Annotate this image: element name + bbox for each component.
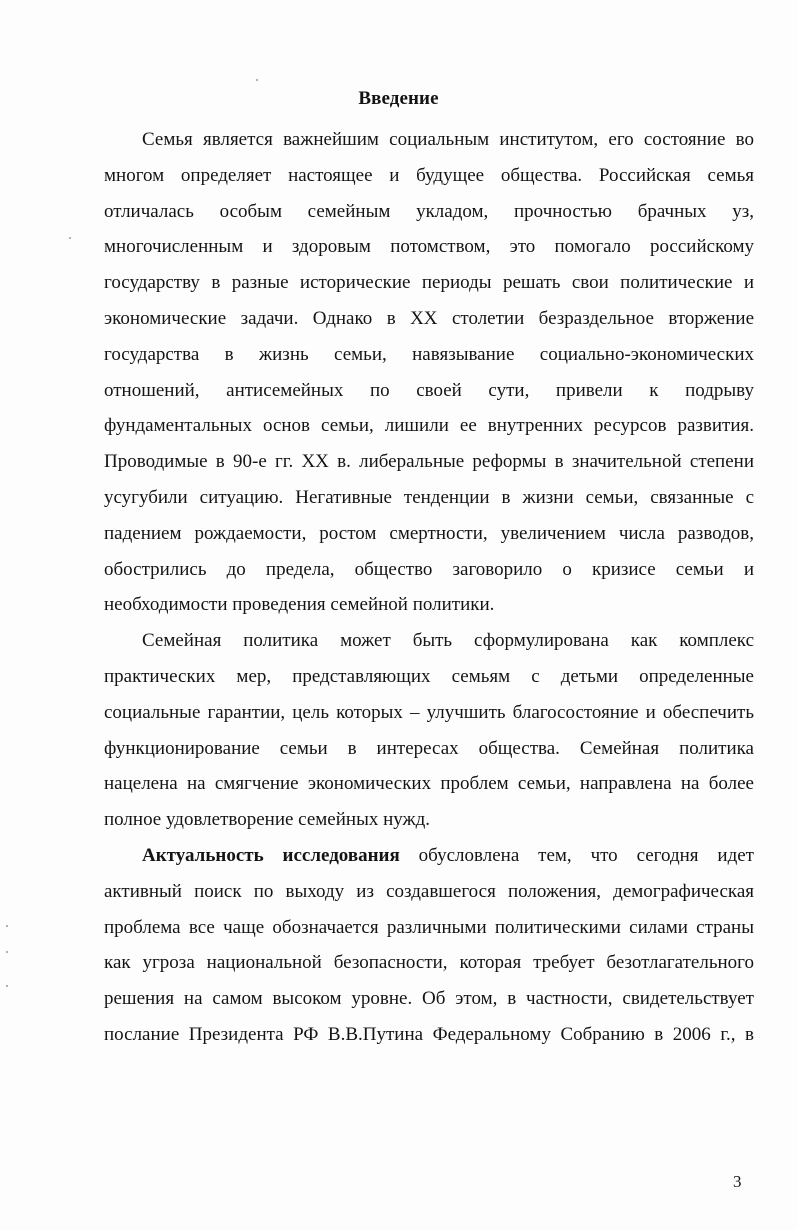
text-line: нацелена на смягчение экономических проблем семьи, направлена на более bbox=[104, 773, 754, 795]
text-line: усугубили ситуацию. Негативные тенденции в жизни семьи, связанные с bbox=[104, 486, 754, 508]
text-fragment: обусловлена тем, что сегодня идет bbox=[399, 844, 754, 866]
text-line: обострились до предела, общество заговорило о кризисе семьи и bbox=[104, 558, 754, 580]
text-line: социальные гарантии, цель которых – улучшить благосостояние и обеспечить bbox=[104, 701, 754, 723]
text-line bbox=[104, 838, 754, 874]
text-line: Семейная политика может быть сформулирована как комплекс bbox=[142, 630, 754, 652]
scan-speck bbox=[69, 237, 71, 239]
paragraph-introduction bbox=[104, 122, 754, 623]
text-line: Семья является важнейшим социальным институтом, его состояние во bbox=[142, 129, 754, 150]
text-line: практических мер, представляющих семьям с детьми определенные bbox=[104, 665, 754, 687]
text-line: необходимости проведения семейной политики. bbox=[104, 594, 495, 616]
text-line: падением рождаемости, ростом смертности, увеличением числа разводов, bbox=[104, 522, 754, 544]
text-line: государства в жизнь семьи, навязывание социально-экономических bbox=[104, 343, 754, 365]
scan-speck bbox=[6, 925, 8, 927]
text-line: как угроза национальной безопасности, которая требует безотлагательного bbox=[104, 952, 754, 974]
scan-speck bbox=[6, 985, 8, 987]
document-body bbox=[104, 122, 754, 1053]
text-line: Проводимые в 90-е гг. XX в. либеральные реформы в значительной степени bbox=[104, 451, 754, 473]
text-line: решения на самом высоком уровне. Об этом, в частности, свидетельствует bbox=[104, 988, 754, 1010]
text-line: многочисленным и здоровым потомством, это помогало российскому bbox=[104, 236, 754, 258]
text-line: многом определяет настоящее и будущее общества. Российская семья bbox=[104, 164, 754, 186]
scan-speck bbox=[256, 79, 258, 81]
text-line: функционирование семьи в интересах общества. Семейная политика bbox=[104, 737, 754, 759]
paragraph-relevance bbox=[104, 838, 754, 1053]
page-heading: Введение bbox=[358, 88, 439, 109]
relevance-term: Актуальность исследования bbox=[142, 844, 400, 866]
page-number: 3 bbox=[733, 1172, 742, 1191]
paragraph-family-policy bbox=[104, 623, 754, 838]
text-line: государству в разные исторические периоды решать свои политические и bbox=[104, 272, 754, 294]
text-line: проблема все чаще обозначается различными политическими силами страны bbox=[104, 916, 754, 938]
text-line: отношений, антисемейных по своей сути, привели к подрыву bbox=[104, 379, 754, 401]
text-line: активный поиск по выходу из создавшегося положения, демографическая bbox=[104, 880, 754, 902]
text-line: фундаментальных основ семьи, лишили ее внутренних ресурсов развития. bbox=[104, 415, 754, 437]
text-line: экономические задачи. Однако в XX столетии безраздельное вторжение bbox=[104, 307, 754, 329]
text-line: полное удовлетворение семейных нужд. bbox=[104, 809, 431, 831]
text-line: послание Президента РФ В.В.Путина Федеральному Собранию в 2006 г., в bbox=[104, 1023, 754, 1045]
text-line: отличалась особым семейным укладом, прочностью брачных уз, bbox=[104, 200, 754, 222]
scan-speck bbox=[6, 951, 8, 953]
